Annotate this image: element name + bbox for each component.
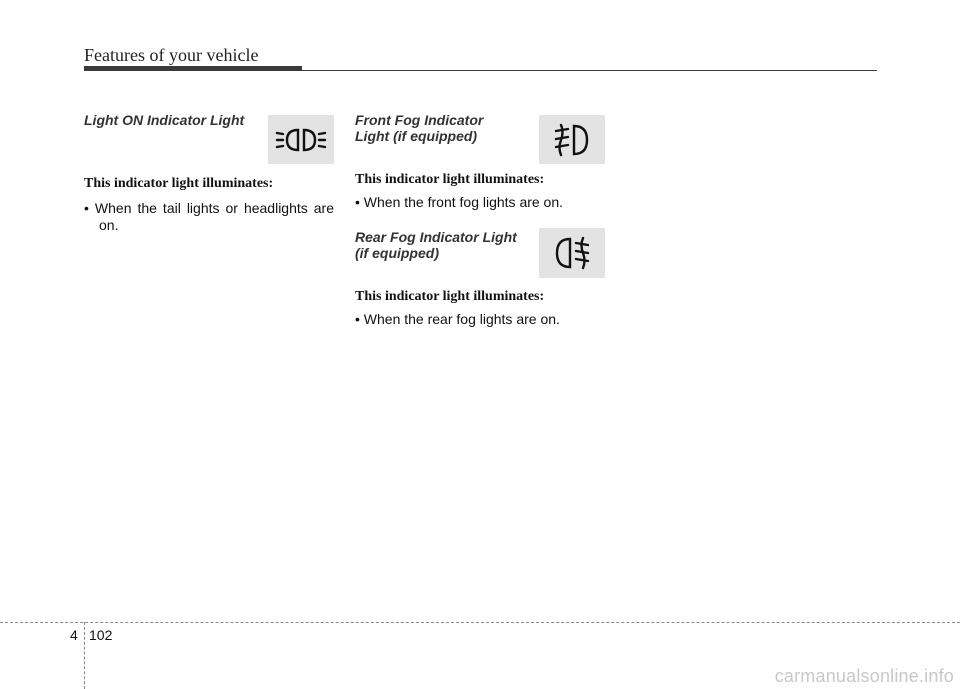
left-column — [84, 110, 334, 234]
section-title-line-1: Front Fog Indicator — [355, 112, 484, 128]
front-fog-light-icon — [539, 115, 605, 164]
section-lead-text: This indicator light illuminates: — [355, 172, 545, 187]
header-rule-thick — [84, 66, 302, 71]
right-column — [355, 110, 605, 328]
section-title-line-2: Light (if equipped) — [355, 128, 478, 144]
page-header-title: Features of your vehicle — [84, 45, 259, 65]
section-title-line-1: Rear Fog Indicator Light — [355, 229, 517, 245]
footer-divider — [0, 622, 960, 623]
section-title-line-2: (if equipped) — [355, 245, 439, 261]
section-light-on-indicator — [84, 112, 334, 164]
headlight-on-icon — [268, 115, 334, 164]
section-rear-fog-indicator — [355, 229, 605, 279]
header-rule-thin — [302, 70, 877, 72]
rear-fog-light-icon — [539, 228, 605, 278]
section-front-fog-indicator — [355, 112, 605, 164]
footer-vertical-divider — [84, 622, 85, 689]
bullet-item: • When the front fog lights are on. — [355, 194, 564, 210]
section-lead-text: This indicator light illuminates: — [84, 176, 274, 191]
watermark: carmanualsonline.info — [774, 666, 954, 686]
chapter-number: 4 — [70, 627, 78, 643]
bullet-item: • When the rear fog lights are on. — [355, 311, 560, 327]
bullet-item: • When the tail lights or headlights are on. — [84, 200, 334, 233]
section-lead-text: This indicator light illuminates: — [355, 289, 545, 304]
section-title: Light ON Indicator Light — [84, 112, 245, 128]
page-number: 102 — [89, 627, 113, 643]
